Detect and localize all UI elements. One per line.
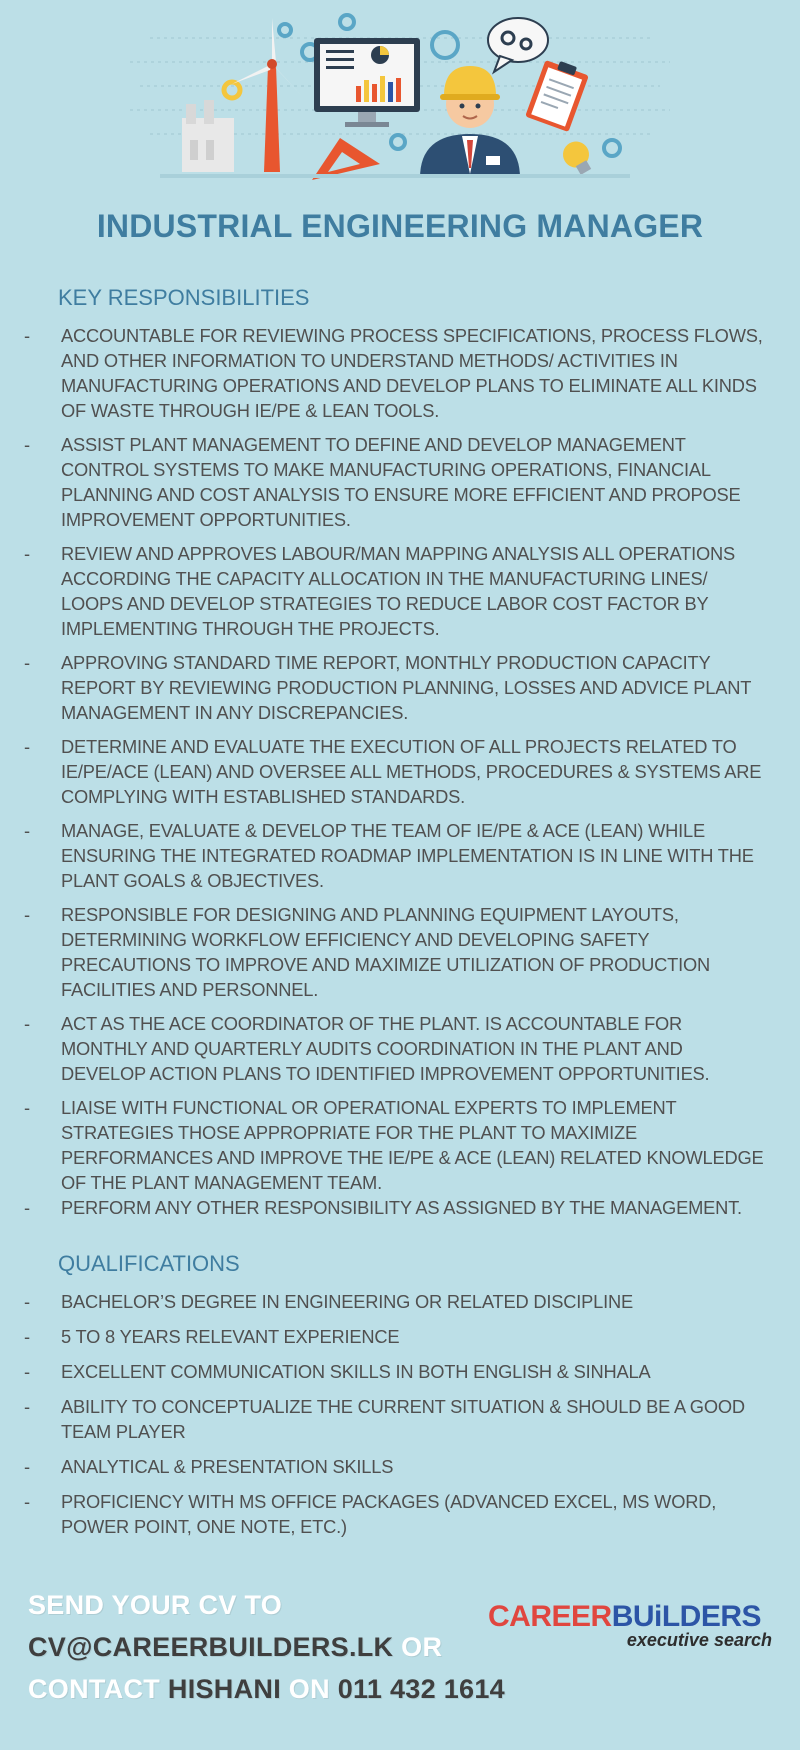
email-line (28, 1626, 505, 1668)
bullet-dash: - (24, 1197, 30, 1218)
bullet-dash: - (24, 1491, 30, 1512)
contact-name: HISHANI (167, 1674, 281, 1704)
set-square-icon (312, 138, 380, 180)
careerbuilders-logo (488, 1602, 778, 1651)
list-item: - ASSIST PLANT MANAGEMENT TO DEFINE AND DEVELOP MANAGEMENT CONTROL SYSTEMS TO MAKE MANUFACTURING OPERATIONS, FINANCIAL PLANNING AND COST ANALYSIS TO ENSURE MORE EFFICIENT AND PROPOSE IMPROVEMENT OPPORTUNITIES. (24, 434, 741, 530)
engineer-icon (420, 66, 520, 178)
list-item: - ANALYTICAL & PRESENTATION SKILLS (24, 1456, 394, 1477)
list-item: - APPROVING STANDARD TIME REPORT, MONTHLY PRODUCTION CAPACITY REPORT BY REVIEWING PRODUCTION PLANNING, LOSSES AND ADVICE PLANT MANAGEMENT IN ANY DISCREPANCIES. (24, 652, 751, 723)
qualifications-heading: QUALIFICATIONS (58, 1251, 240, 1276)
qualifications-list (0, 1289, 800, 1549)
on-text: ON (281, 1674, 338, 1704)
list-item: - LIAISE WITH FUNCTIONAL OR OPERATIONAL EXPERTS TO IMPLEMENT STRATEGIES THOSE APPROPRIATE FOR THE PLANT TO MAXIMIZE PERFORMANCES AND IMPROVE THE IE/PE & ACE (LEAN) RELATED KNOWLEDGE OF THE PLANT MANAGEMENT TEAM. (24, 1097, 764, 1193)
factory-icon (182, 100, 234, 172)
bullet-dash: - (24, 543, 30, 564)
bullet-dash: - (24, 1361, 30, 1382)
job-title: INDUSTRIAL ENGINEERING MANAGER (96, 208, 704, 244)
contact-footer (28, 1584, 505, 1710)
responsibilities-list (0, 323, 800, 1229)
bullet-dash: - (24, 1396, 30, 1417)
bullet-dash: - (24, 904, 30, 925)
list-item: - EXCELLENT COMMUNICATION SKILLS IN BOTH ENGLISH & SINHALA (24, 1361, 651, 1382)
email-link[interactable]: CV@CAREERBUILDERS.LK (28, 1632, 394, 1662)
hero-illustration (0, 0, 800, 200)
logo-part-career: CAREER (488, 1600, 612, 1633)
contact-text: CONTACT (28, 1674, 168, 1704)
lightbulb-icon (558, 137, 597, 179)
list-item: - PERFORM ANY OTHER RESPONSIBILITY AS ASSIGNED BY THE MANAGEMENT. (24, 1197, 742, 1218)
bullet-dash: - (24, 736, 30, 757)
list-item: - DETERMINE AND EVALUATE THE EXECUTION OF ALL PROJECTS RELATED TO IE/PE/ACE (LEAN) AND OVERSEE ALL METHODS, PROCEDURES & SYSTEMS ARE COMPLYING WITH ESTABLISHED STANDARDS. (24, 736, 762, 807)
list-item: - ACCOUNTABLE FOR REVIEWING PROCESS SPECIFICATIONS, PROCESS FLOWS, AND OTHER INFORMATION TO UNDERSTAND METHODS/ ACTIVITIES IN MANUFACTURING OPERATIONS AND DEVELOP PLANS TO ELIMINATE ALL KINDS OF WASTE THROUGH IE/PE & LEAN TOOLS. (24, 325, 763, 421)
phone-number[interactable]: 011 432 1614 (337, 1674, 505, 1704)
clipboard-icon (525, 56, 590, 132)
or-text: OR (393, 1632, 443, 1662)
contact-line (28, 1668, 505, 1710)
logo-wordmark (488, 1602, 778, 1632)
list-item: - ACT AS THE ACE COORDINATOR OF THE PLANT. IS ACCOUNTABLE FOR MONTHLY AND QUARTERLY AUDITS COORDINATION IN THE PLANT AND DEVELOP ACTION PLANS TO IDENTIFIED IMPROVEMENT OPPORTUNITIES. (24, 1013, 710, 1084)
wind-turbine-icon (232, 18, 302, 172)
bullet-dash: - (24, 820, 30, 841)
list-item: - RESPONSIBLE FOR DESIGNING AND PLANNING EQUIPMENT LAYOUTS, DETERMINING WORKFLOW EFFICIENCY AND DEVELOPING SAFETY PRECAUTIONS TO IMPROVE AND MAXIMIZE UTILIZATION OF PRODUCTION FACILITIES AND PERSONNEL. (24, 904, 711, 1000)
list-item: - REVIEW AND APPROVES LABOUR/MAN MAPPING ANALYSIS ALL OPERATIONS ACCORDING THE CAPACITY ALLOCATION IN THE MANUFACTURING LINES/ LOOPS AND DEVELOP STRATEGIES TO REDUCE LABOR COST FACTOR BY IMPLEMENTING THROUGH THE PROJECTS. (24, 543, 736, 639)
bullet-dash: - (24, 652, 30, 673)
responsibilities-heading: KEY RESPONSIBILITIES (58, 285, 310, 310)
bullet-dash: - (24, 1291, 30, 1312)
list-item: - PROFICIENCY WITH MS OFFICE PACKAGES (ADVANCED EXCEL, MS WORD, POWER POINT, ONE NOTE, ETC.) (24, 1491, 717, 1537)
logo-tagline: executive search (626, 1630, 772, 1650)
bullet-dash: - (24, 434, 30, 455)
list-item: - BACHELOR’S DEGREE IN ENGINEERING OR RELATED DISCIPLINE (24, 1291, 633, 1312)
bullet-dash: - (24, 1013, 30, 1034)
bullet-dash: - (24, 1326, 30, 1347)
gear-icon (224, 82, 240, 98)
send-cv-line: SEND YOUR CV TO (28, 1590, 283, 1620)
speech-bubble-icon (488, 18, 548, 72)
bullet-dash: - (24, 1097, 30, 1118)
bullet-dash: - (24, 325, 30, 346)
list-item: - ABILITY TO CONCEPTUALIZE THE CURRENT SITUATION & SHOULD BE A GOOD TEAM PLAYER (24, 1396, 745, 1442)
logo-part-builders: BUiLDERS (611, 1600, 762, 1633)
list-item: - MANAGE, EVALUATE & DEVELOP THE TEAM OF IE/PE & ACE (LEAN) WHILE ENSURING THE INTEGRATED ROADMAP IMPLEMENTATION IS IN LINE WITH THE PLANT GOALS & OBJECTIVES. (24, 820, 754, 891)
list-item: - 5 TO 8 YEARS RELEVANT EXPERIENCE (24, 1326, 400, 1347)
bullet-dash: - (24, 1456, 30, 1477)
